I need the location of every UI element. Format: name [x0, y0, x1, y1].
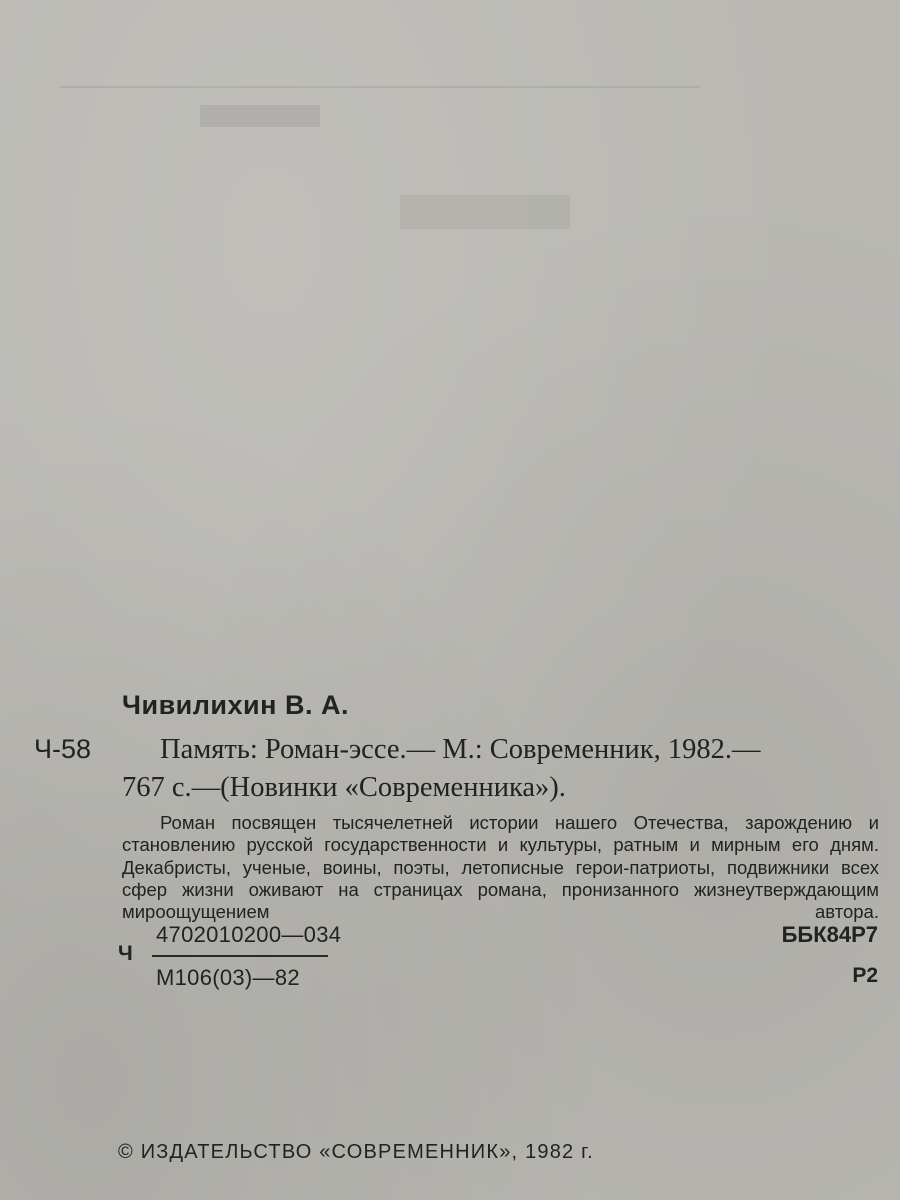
bbk-index: ББК84Р7 [781, 922, 878, 947]
title-line-1: Память: Роман-эссе.— М.: Современник, 1982.— [160, 734, 761, 765]
classification-denominator: М106(03)—82 [156, 965, 300, 990]
bleed-through-mark [400, 195, 570, 229]
title-line-2: 767 с.—(Новинки «Современника»). [122, 772, 566, 803]
author-name: Чивилихин В. А. [122, 690, 349, 720]
bleed-through-mark [200, 105, 320, 127]
fraction-divider [152, 955, 328, 957]
copyright-line: © ИЗДАТЕЛЬСТВО «СОВРЕМЕННИК», 1982 г. [118, 1141, 594, 1163]
bleed-through-rule [60, 86, 700, 88]
catalog-code: Ч-58 [34, 734, 92, 764]
classification-numerator: 4702010200—034 [156, 922, 342, 947]
shelf-index: Р2 [852, 964, 878, 987]
book-annotation: Роман посвящен тысячелетней истории нашего Отечества, зарождению и становлению русской государственности и культуры, ратным и мирным его дням. Декабристы, ученые, воины, поэты, летописные герои-патриоты, подвижники всех сфер жизни оживают на страницах романа, пронизанного жизнеутверждающим мироощущением автора. [122, 812, 879, 923]
classification-letter: Ч [118, 942, 133, 965]
